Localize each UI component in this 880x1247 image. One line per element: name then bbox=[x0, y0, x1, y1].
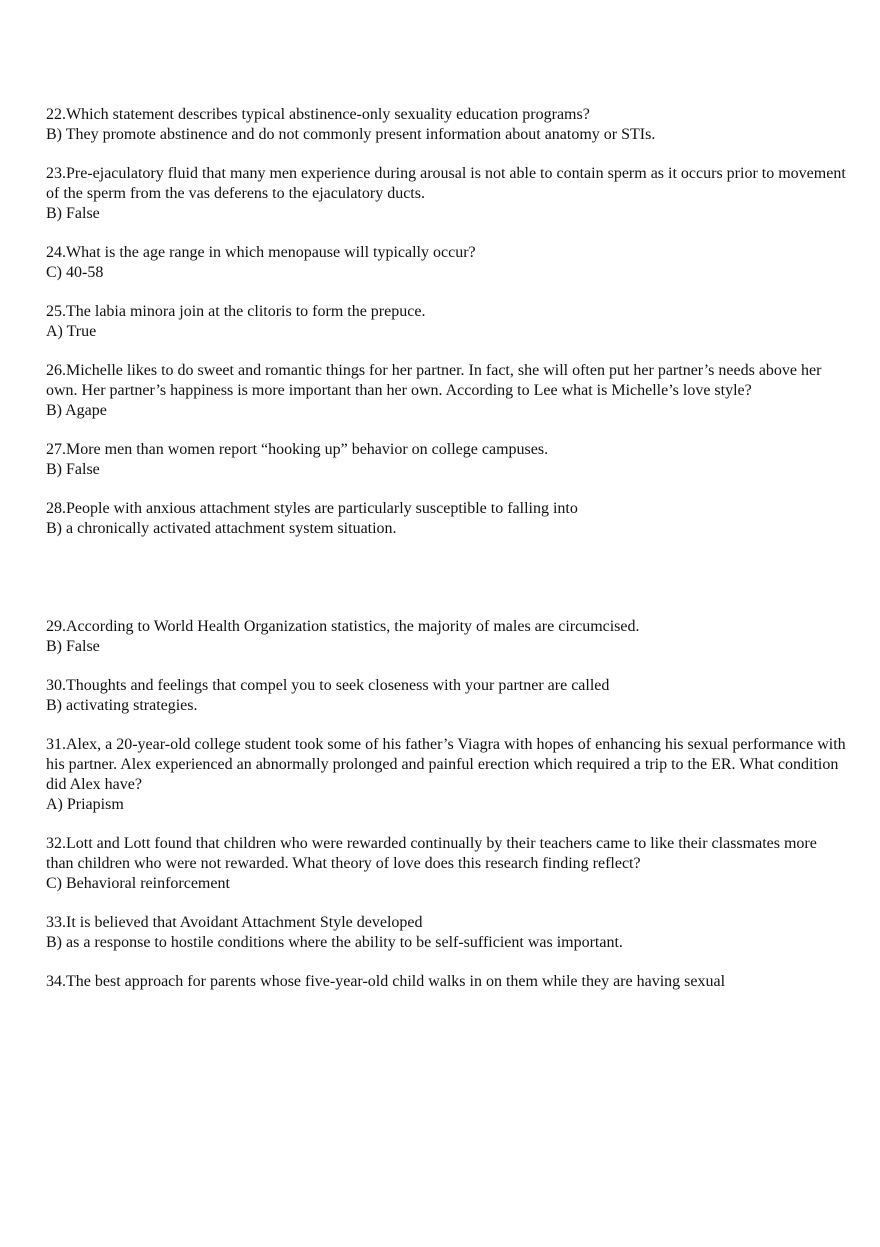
answer-text: C) Behavioral reinforcement bbox=[46, 875, 230, 892]
question-item-26 bbox=[46, 361, 846, 421]
question-list bbox=[46, 105, 846, 1011]
answer-text: B) They promote abstinence and do not commonly present information about anatomy or STIs. bbox=[46, 126, 656, 143]
answer-text: B) activating strategies. bbox=[46, 697, 198, 714]
answer-text: B) False bbox=[46, 461, 100, 478]
question-item-31 bbox=[46, 735, 846, 815]
question-text: 33.It is believed that Avoidant Attachment Style developed bbox=[46, 914, 423, 931]
question-item-33 bbox=[46, 913, 846, 953]
question-item-34 bbox=[46, 972, 846, 992]
question-item-28 bbox=[46, 499, 846, 539]
question-text: 22.Which statement describes typical abstinence-only sexuality education programs? bbox=[46, 106, 590, 123]
question-item-27 bbox=[46, 440, 846, 480]
answer-text: A) Priapism bbox=[46, 796, 124, 813]
answer-text: B) False bbox=[46, 638, 100, 655]
question-text: 23.Pre-ejaculatory fluid that many men experience during arousal is not able to contain sperm as it occurs prior to movement of the sperm from the vas deferens to the ejaculatory ducts. bbox=[46, 165, 846, 202]
question-text: 32.Lott and Lott found that children who were rewarded continually by their teachers came to like their classmates more than children who were not rewarded. What theory of love does this research finding reflect? bbox=[46, 835, 817, 872]
question-item-30 bbox=[46, 676, 846, 716]
question-item-22 bbox=[46, 105, 846, 145]
question-item-32 bbox=[46, 834, 846, 894]
answer-text: B) False bbox=[46, 205, 100, 222]
answer-text: B) as a response to hostile conditions where the ability to be self-sufficient was important. bbox=[46, 934, 623, 951]
question-item-23 bbox=[46, 164, 846, 224]
question-text: 34.The best approach for parents whose five-year-old child walks in on them while they are having sexual bbox=[46, 973, 726, 990]
question-item-25 bbox=[46, 302, 846, 342]
question-text: 31.Alex, a 20-year-old college student took some of his father’s Viagra with hopes of enhancing his sexual performance with his partner. Alex experienced an abnormally prolonged and painful erection which required a trip to the ER. What condition did Alex have? bbox=[46, 736, 846, 793]
question-text: 28.People with anxious attachment styles are particularly susceptible to falling into bbox=[46, 500, 578, 517]
answer-text: C) 40-58 bbox=[46, 264, 104, 281]
answer-text: B) a chronically activated attachment system situation. bbox=[46, 520, 397, 537]
question-text: 30.Thoughts and feelings that compel you to seek closeness with your partner are called bbox=[46, 677, 610, 694]
question-text: 24.What is the age range in which menopause will typically occur? bbox=[46, 244, 476, 261]
question-text: 29.According to World Health Organization statistics, the majority of males are circumcised. bbox=[46, 618, 640, 635]
answer-text: A) True bbox=[46, 323, 97, 340]
question-text: 26.Michelle likes to do sweet and romantic things for her partner. In fact, she will often put her partner’s needs above her own. Her partner’s happiness is more important than her own. According to Lee what is Michelle’s love style? bbox=[46, 362, 822, 399]
question-item-24 bbox=[46, 243, 846, 283]
question-text: 27.More men than women report “hooking up” behavior on college campuses. bbox=[46, 441, 549, 458]
question-item-29 bbox=[46, 617, 846, 657]
answer-text: B) Agape bbox=[46, 402, 107, 419]
question-text: 25.The labia minora join at the clitoris to form the prepuce. bbox=[46, 303, 426, 320]
